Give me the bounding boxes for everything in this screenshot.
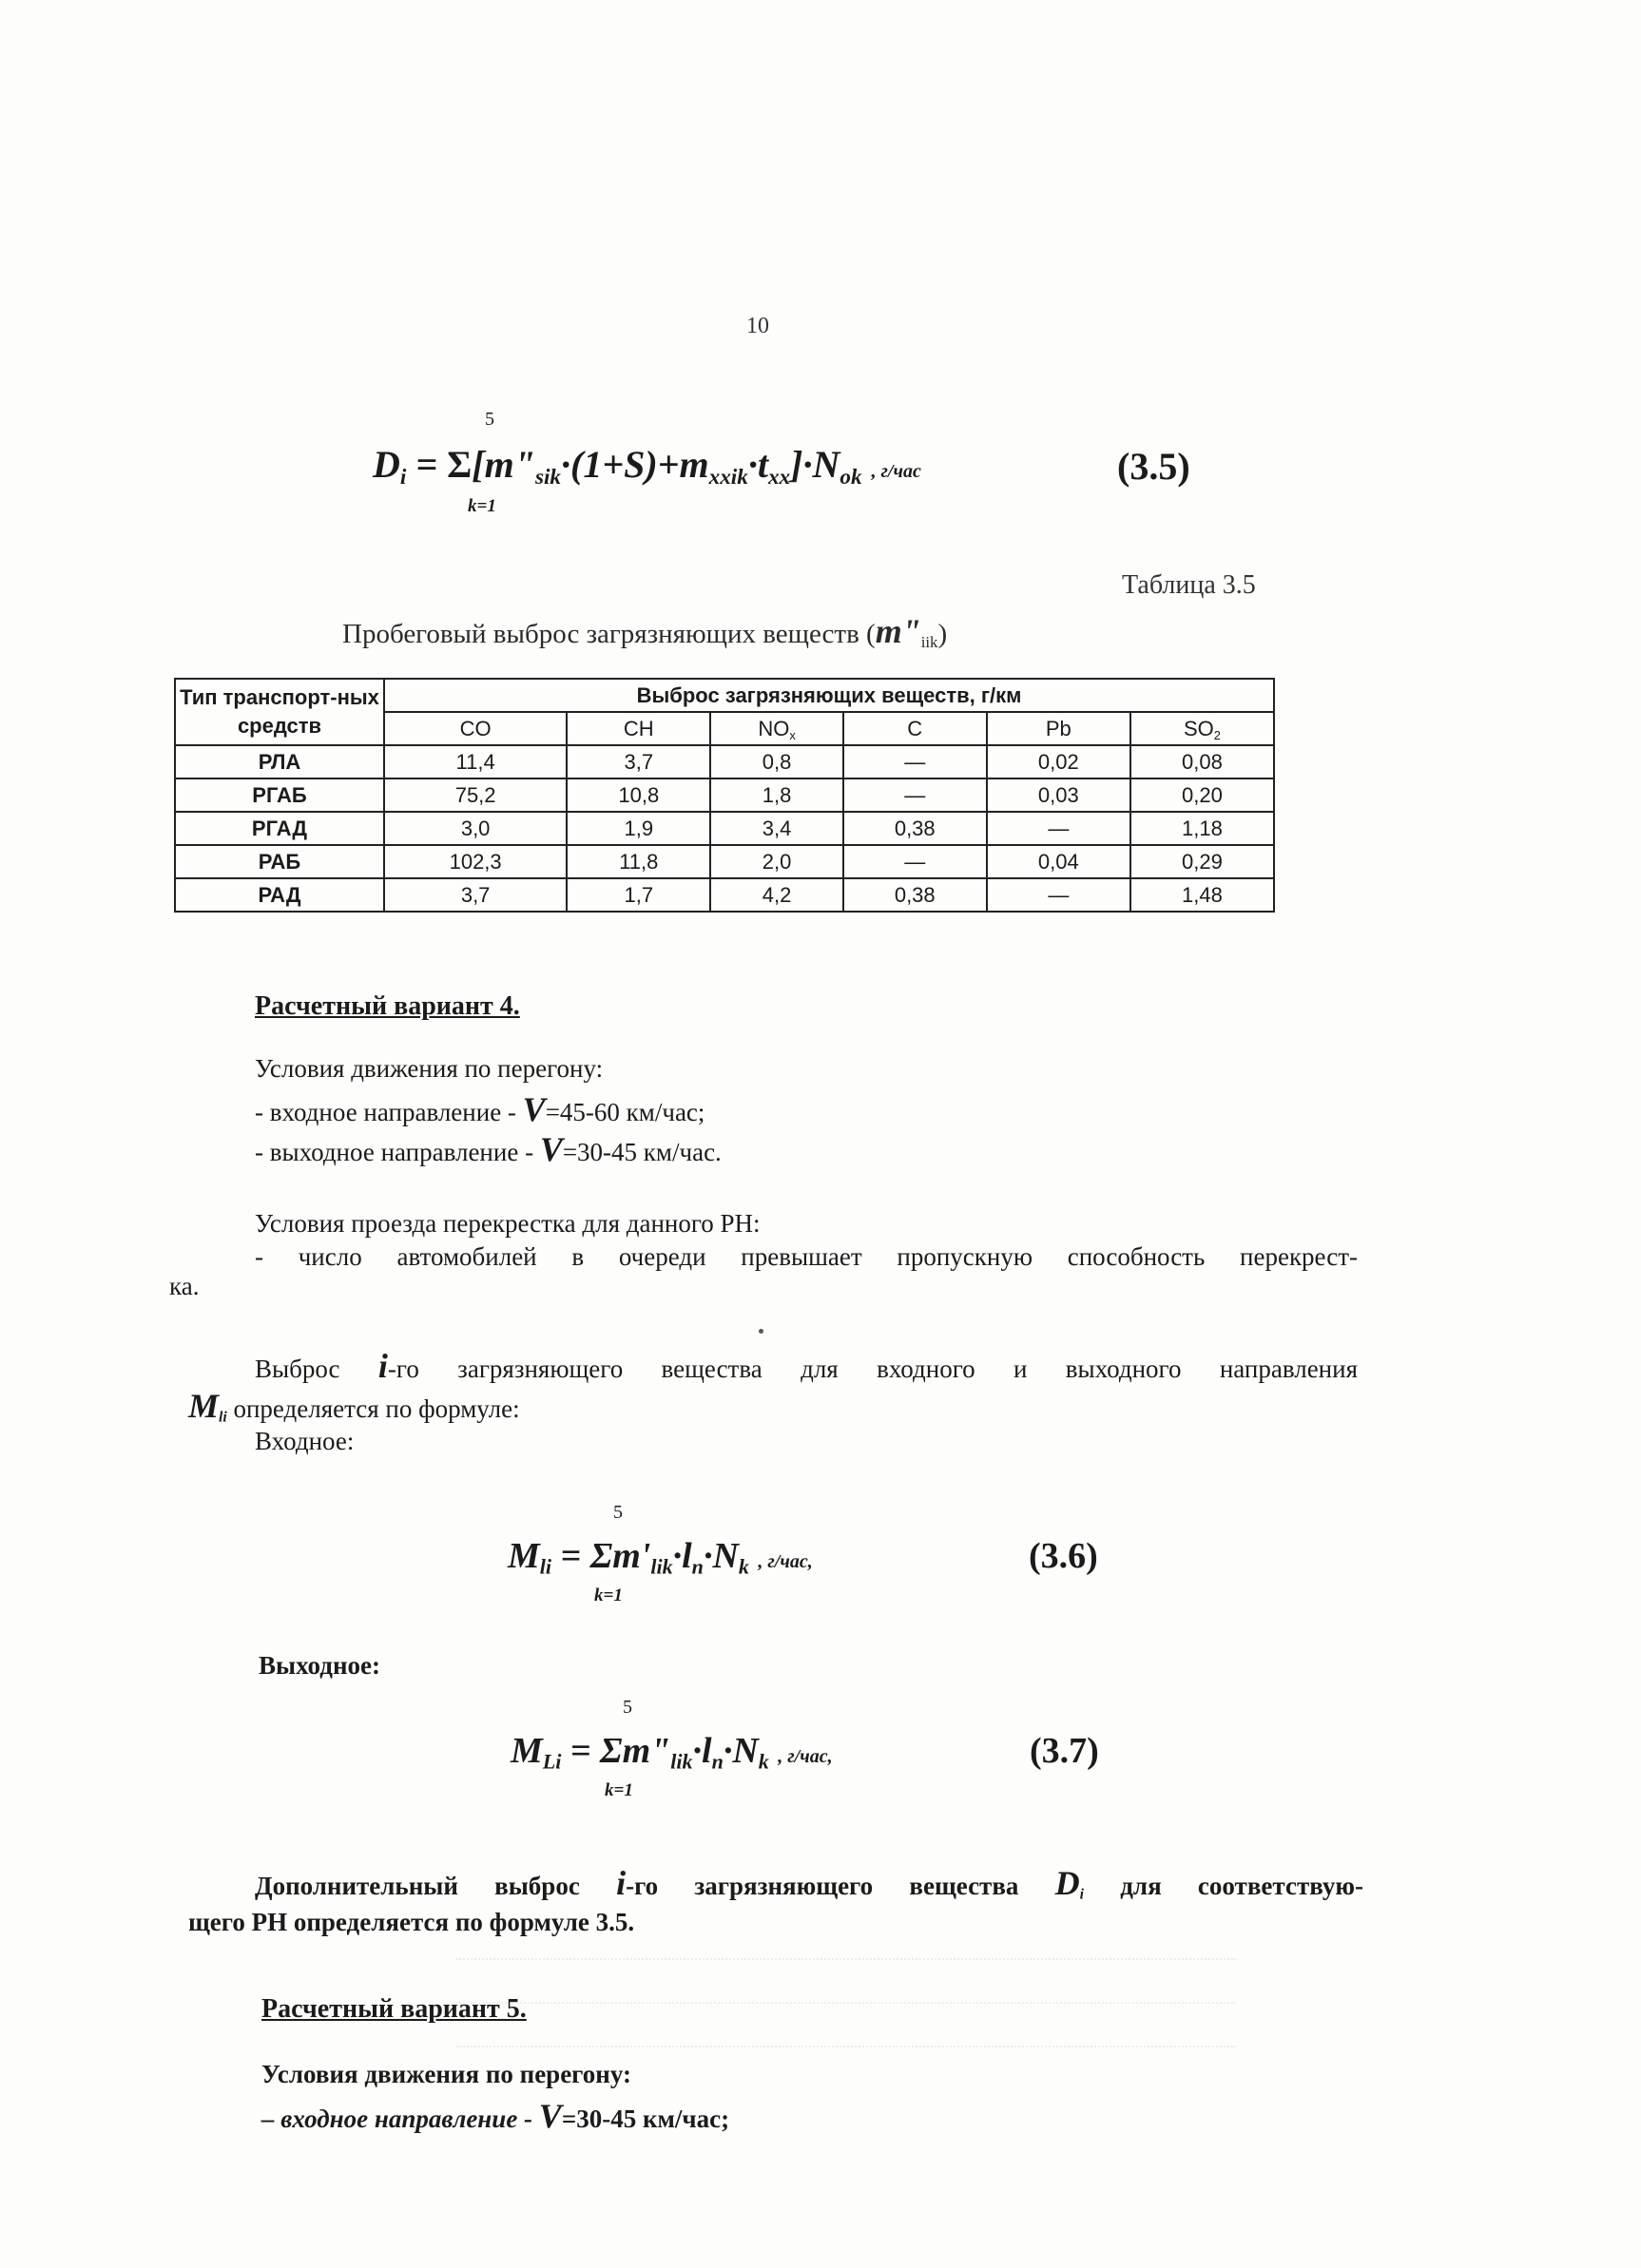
emission-value-cell: 1,8 [710,778,842,812]
table-row [175,812,1274,845]
emission-value-cell: 0,02 [987,745,1130,778]
vehicle-type-cell: РГАБ [175,778,384,812]
emission-value-cell: 102,3 [384,845,567,878]
column-header: Pb [987,712,1130,745]
emission-table [174,678,1275,913]
section-heading-variant-5: Расчетный вариант 5. [261,1994,527,2024]
emission-value-cell: 4,2 [710,878,842,912]
column-header: $SO_2$ [1130,712,1274,745]
formula-unit: , г/час, [758,1551,813,1572]
emission-value-cell: — [843,845,987,878]
column-header: $NO_x$ [710,712,842,745]
emission-value-cell: 0,20 [1130,778,1274,812]
movement-conditions-title-5: Условия движения по перегону: [261,2060,631,2088]
formula-3-5: 5 $D_i$ = $\Sigma[m"_{sik}\cdot(1+S)+m_{xxik}\cdot t_{xx}]\cdot N_{ok}$ , г/час k=1 (3.5) [373,409,1190,516]
emission-value-cell: — [987,878,1130,912]
inbound-direction-5: – входное направление - V=30-45 км/час; [261,2097,730,2135]
equation-number: (3.7) [1030,1731,1099,1771]
movement-conditions-title: Условия движения по перегону: [255,1054,604,1083]
crossing-condition-line: - число автомобилей в очереди превышает пропускную способность перекрест- [255,1242,1358,1271]
table-row [175,878,1274,912]
formula-lhs: $M_{li}$ [508,1536,552,1579]
vehicle-type-cell: РАД [175,878,384,912]
emission-value-cell: 3,7 [384,878,567,912]
emission-value-cell: 3,4 [710,812,842,845]
emission-paragraph-continued: $M_{li}$ определяется по формуле: [188,1387,520,1426]
emission-group-header: Выброс загрязняющих веществ, г/км [384,679,1274,712]
emission-value-cell: 3,0 [384,812,567,845]
section-heading-variant-4: Расчетный вариант 4. [255,991,520,1021]
formula-3-7: 5 $M_{Li}$ = $\Sigma m"_{lik}\cdot l_n\cdot N_k$ , г/час, k=1 (3.7) [511,1697,1099,1800]
sum-sign: Σ [447,443,473,486]
page-number: 10 [746,314,769,338]
formula-unit: , г/час, [778,1746,833,1767]
table-row [175,778,1274,812]
emission-value-cell: 0,38 [843,812,987,845]
sum-upper-limit: 5 [613,1502,623,1523]
additional-emission-paragraph: Дополнительный выброс i-го загрязняющего вещества $D_i$ для соответствую- [255,1864,1364,1903]
vehicle-type-cell: РГАД [175,812,384,845]
vehicle-type-header: Тип транспорт-ных средств [175,679,384,745]
outbound-direction: - выходное направление - V=30-45 км/час. [255,1130,722,1168]
emission-value-cell: 1,7 [567,878,710,912]
emission-value-cell: 10,8 [567,778,710,812]
scan-speck [759,1329,763,1334]
emission-value-cell: 3,7 [567,745,710,778]
emission-value-cell: 11,8 [567,845,710,878]
emission-value-cell: 1,18 [1130,812,1274,845]
formula-term: [m" [472,443,535,486]
inbound-label: Входное: [255,1427,355,1455]
table-label: Таблица 3.5 [1122,570,1256,600]
emission-value-cell: 1,48 [1130,878,1274,912]
sum-lower-limit: k=1 [594,1586,623,1605]
emission-value-cell: 11,4 [384,745,567,778]
sum-upper-limit: 5 [485,409,494,430]
emission-value-cell: 75,2 [384,778,567,812]
column-header: C [843,712,987,745]
sum-lower-limit: k=1 [605,1780,633,1800]
emission-value-cell: 0,08 [1130,745,1274,778]
emission-value-cell: 1,9 [567,812,710,845]
equation-number: (3.6) [1029,1536,1098,1576]
additional-emission-paragraph-end: щего РН определяется по формуле 3.5. [188,1908,635,1936]
table-row [175,845,1274,878]
emission-value-cell: 0,38 [843,878,987,912]
formula-3-6: 5 $M_{li} = \Sigma m'_{lik}\cdot l_n\cdot N_k$ , г/час, k=1 (3.6) [508,1502,1098,1605]
formula-lhs: $D_i$ [373,443,407,490]
crossing-condition-line-end: ка. [169,1272,200,1300]
emission-value-cell: 0,8 [710,745,842,778]
emission-paragraph: Выброс i-го загрязняющего вещества для входного и выходного направления [255,1347,1358,1385]
emission-value-cell: 0,04 [987,845,1130,878]
emission-value-cell: — [843,745,987,778]
column-header: CH [567,712,710,745]
emission-value-cell: 0,03 [987,778,1130,812]
crossing-conditions-title: Условия проезда перекрестка для данного РН: [255,1209,761,1238]
equation-number: (3.5) [1117,445,1190,488]
vehicle-type-cell: РАБ [175,845,384,878]
formula-unit: , г/час [871,461,921,482]
sum-lower-limit: k=1 [468,496,496,516]
emission-value-cell: 0,29 [1130,845,1274,878]
vehicle-type-cell: РЛА [175,745,384,778]
emission-value-cell: — [987,812,1130,845]
column-header: CO [384,712,567,745]
sum-upper-limit: 5 [623,1697,632,1718]
inbound-direction: - входное направление - V=45-60 км/час; [255,1090,705,1128]
outbound-label: Выходное: [259,1651,380,1680]
emission-value-cell: — [843,778,987,812]
table-caption: Пробеговый выброс загрязняющих веществ $(m"_{iik})$ [342,612,948,652]
emission-value-cell: 2,0 [710,845,842,878]
formula-lhs: $M_{Li}$ [511,1731,562,1774]
table-row [175,745,1274,778]
